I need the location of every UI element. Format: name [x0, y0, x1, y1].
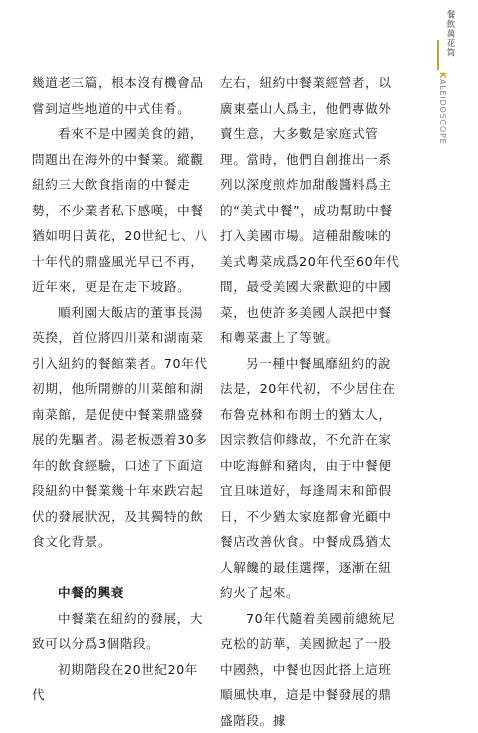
sidebar-section-title: 餐飲萬花筒: [444, 10, 456, 58]
section-sidebar: [426, 0, 478, 680]
kaleidoscope-brand: [438, 72, 447, 144]
paragraph-cantonese-takeout: 左右，紐約中餐業經營者，以廣東臺山人爲主，他們專做外賣生意，大多數是家庭式管理。當時，他們自創推出一系列以深度煎炸加甜酸醬料爲主的“美式中餐”，成功幫助中餐打入美國市場。這種甜酸味的美式粵菜成爲20年代至60年代間，最受美國大衆歡迎的中國菜，也使許多美國人誤把中餐和粵菜畫上了等號。: [220, 70, 404, 351]
paragraph-initial-stage: 初期階段在20世紀20年代: [32, 657, 208, 708]
paragraph-tang-yingkui: 順利園大飯店的董事長湯英揆，首位將四川菜和湖南菜引入紐約的餐館業者。70年代初期，他所開辦的川菜館和湖南菜館，是促使中餐業鼎盛發展的先驅者。湯老板憑着30多年的飲食經驗，口述了下面這段紐約中餐業幾十年來跌宕起伏的發展狀況，及其獨特的飲食文化背景。: [32, 300, 208, 555]
section-heading: 中餐的興衰: [32, 580, 208, 606]
paragraph-chinese-food-decline: 看來不是中國美食的錯，問題出在海外的中餐業。縱觀紐約三大飲食指南的中餐走勢，不少業者私下感嘆，中餐猶如明日黃花，20世紀七、八十年代的鼎盛風光早已不再，近年來，更是在走下坡路。: [32, 121, 208, 300]
paragraph-nixon-visit: 70年代隨着美國前總統尼克松的訪華，美國掀起了一股中國熱，中餐也因此搭上這班順風快車，這是中餐發展的鼎盛階段。據: [220, 606, 404, 733]
right-text-column: [220, 70, 404, 733]
brand-rest: ALEIDOSCOPE: [438, 79, 447, 144]
paragraph-spacer: [32, 555, 208, 581]
accent-line: [437, 40, 439, 70]
paragraph-jewish-families: 另一種中餐風靡紐約的說法是，20年代初，不少居住在布魯克林和布朗士的猶太人，因宗教信仰緣故，不允許在家中吃海鮮和豬肉，由于中餐便宜且味道好，每逢周末和節假日，不少猶太家庭都會光顧中餐店改善伙食。中餐成爲猶太人解饞的最佳選擇，逐漸在紐約火了起來。: [220, 351, 404, 606]
paragraph-three-stages: 中餐業在紐約的發展，大致可以分爲3個階段。: [32, 606, 208, 657]
left-text-column: [32, 70, 208, 708]
paragraph-continuation: 幾道老三篇，根本沒有機會品嘗到這些地道的中式佳肴。: [32, 70, 208, 121]
brand-initial: K: [438, 72, 447, 79]
